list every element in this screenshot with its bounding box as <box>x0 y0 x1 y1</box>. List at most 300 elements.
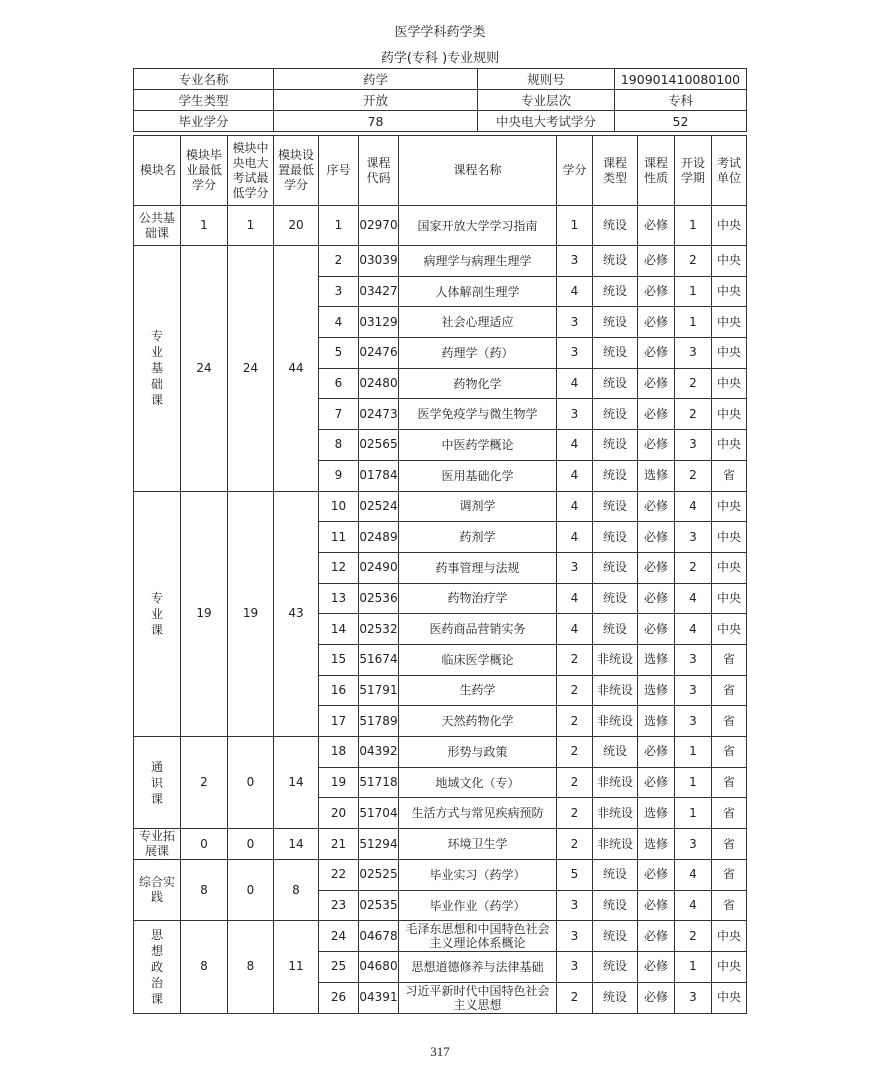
course-unit: 省 <box>712 675 747 706</box>
major-info-table <box>133 68 747 132</box>
course-seq: 26 <box>319 982 359 1013</box>
course-nature: 必修 <box>638 860 675 891</box>
course-unit: 中央 <box>712 399 747 430</box>
course-code: 01784 <box>359 460 399 491</box>
course-code: 03039 <box>359 246 399 277</box>
course-nature: 必修 <box>638 246 675 277</box>
course-type: 统设 <box>593 552 638 583</box>
course-name-text: 药物治疗学 <box>447 591 508 606</box>
header-label: 开设学期 <box>681 155 706 185</box>
course-unit: 中央 <box>712 206 747 246</box>
module-name <box>134 491 181 737</box>
course-type: 统设 <box>593 614 638 645</box>
header-module-min-central <box>228 136 274 206</box>
module-min-set: 8 <box>274 860 319 921</box>
header-label: 学分 <box>562 163 587 177</box>
course-type: 非统设 <box>593 675 638 706</box>
course-name-text: 药物化学 <box>453 376 502 391</box>
course-unit: 省 <box>712 767 747 798</box>
course-type: 统设 <box>593 430 638 461</box>
header-label: 课程性质 <box>644 155 669 185</box>
course-unit: 中央 <box>712 368 747 399</box>
course-nature: 选修 <box>638 829 675 860</box>
module-min-set: 14 <box>274 829 319 860</box>
course-name-text: 社会心理适应 <box>441 315 514 330</box>
course-code: 04678 <box>359 921 399 952</box>
module-min-central: 0 <box>228 737 274 829</box>
module-min-grad: 24 <box>181 246 228 492</box>
course-term: 2 <box>675 552 712 583</box>
course-seq: 22 <box>319 860 359 891</box>
course-nature: 必修 <box>638 982 675 1013</box>
course-type: 统设 <box>593 860 638 891</box>
course-name <box>399 798 557 829</box>
course-seq: 24 <box>319 921 359 952</box>
info-row-credits <box>134 111 747 132</box>
document-subtitle: 药学(专科 )专业规则 <box>380 51 500 66</box>
course-name <box>399 368 557 399</box>
course-unit: 中央 <box>712 276 747 307</box>
module-min-central: 0 <box>228 829 274 860</box>
course-credits: 3 <box>557 890 593 921</box>
course-type: 非统设 <box>593 706 638 737</box>
course-credits: 4 <box>557 614 593 645</box>
header-type <box>593 136 638 206</box>
course-code: 02532 <box>359 614 399 645</box>
course-row <box>134 860 747 891</box>
course-type: 统设 <box>593 307 638 338</box>
course-name-text: 临床医学概论 <box>441 652 514 667</box>
course-term: 4 <box>675 491 712 522</box>
course-seq: 18 <box>319 737 359 768</box>
course-name-text: 生活方式与常见疾病预防 <box>411 806 544 821</box>
course-credits: 3 <box>557 921 593 952</box>
course-term: 1 <box>675 307 712 338</box>
course-unit: 省 <box>712 737 747 768</box>
course-credits: 4 <box>557 491 593 522</box>
student-type-value: 开放 <box>274 90 478 111</box>
info-row-type <box>134 90 747 111</box>
course-type: 统设 <box>593 491 638 522</box>
course-name <box>399 767 557 798</box>
course-name-text: 中医药学概论 <box>441 437 514 452</box>
course-unit: 中央 <box>712 952 747 983</box>
course-code: 51789 <box>359 706 399 737</box>
course-seq: 2 <box>319 246 359 277</box>
course-nature: 必修 <box>638 368 675 399</box>
course-name-text: 医药商品营销实务 <box>429 622 526 637</box>
header-label: 模块名 <box>139 163 176 177</box>
module-min-grad: 19 <box>181 491 228 737</box>
module-name <box>134 921 181 1013</box>
header-label: 课程代码 <box>366 155 391 185</box>
course-name <box>399 338 557 369</box>
course-type: 非统设 <box>593 798 638 829</box>
course-type: 统设 <box>593 246 638 277</box>
level-label: 专业层次 <box>478 90 615 111</box>
course-code: 04680 <box>359 952 399 983</box>
course-name <box>399 522 557 553</box>
course-code: 02476 <box>359 338 399 369</box>
course-name-text: 药事管理与法规 <box>435 560 520 575</box>
course-code: 02480 <box>359 368 399 399</box>
course-type: 统设 <box>593 368 638 399</box>
header-name <box>399 136 557 206</box>
header-label: 模块中央电大考试最低学分 <box>232 140 269 200</box>
course-name <box>399 276 557 307</box>
course-nature: 选修 <box>638 706 675 737</box>
course-code: 02473 <box>359 399 399 430</box>
course-name-text: 习近平新时代中国特色社会主义思想 <box>405 983 550 1012</box>
course-nature: 必修 <box>638 491 675 522</box>
header-label: 模块毕业最低学分 <box>186 148 223 192</box>
course-seq: 19 <box>319 767 359 798</box>
module-min-grad: 2 <box>181 737 228 829</box>
module-min-set: 14 <box>274 737 319 829</box>
course-nature: 必修 <box>638 399 675 430</box>
course-code: 02970 <box>359 206 399 246</box>
course-seq: 6 <box>319 368 359 399</box>
course-nature: 必修 <box>638 583 675 614</box>
course-seq: 23 <box>319 890 359 921</box>
course-credits: 3 <box>557 338 593 369</box>
course-name <box>399 460 557 491</box>
course-name <box>399 430 557 461</box>
course-unit: 省 <box>712 706 747 737</box>
course-name <box>399 246 557 277</box>
course-unit: 省 <box>712 829 747 860</box>
course-name-text: 病理学与病理生理学 <box>423 253 532 268</box>
course-credits: 2 <box>557 706 593 737</box>
course-name-text: 医用基础化学 <box>441 468 514 483</box>
course-credits: 4 <box>557 430 593 461</box>
course-nature: 必修 <box>638 737 675 768</box>
header-seq <box>319 136 359 206</box>
course-credits: 2 <box>557 829 593 860</box>
course-type: 非统设 <box>593 644 638 675</box>
course-term: 3 <box>675 829 712 860</box>
course-seq: 11 <box>319 522 359 553</box>
course-nature: 选修 <box>638 460 675 491</box>
course-seq: 13 <box>319 583 359 614</box>
course-name-text: 环境卫生学 <box>447 837 508 852</box>
header-code <box>359 136 399 206</box>
course-term: 1 <box>675 798 712 829</box>
module-min-set: 43 <box>274 491 319 737</box>
course-credits: 4 <box>557 460 593 491</box>
course-nature: 必修 <box>638 430 675 461</box>
course-nature: 必修 <box>638 338 675 369</box>
course-name <box>399 614 557 645</box>
course-nature: 必修 <box>638 276 675 307</box>
course-seq: 25 <box>319 952 359 983</box>
course-type: 统设 <box>593 890 638 921</box>
course-credits: 3 <box>557 399 593 430</box>
module-min-grad: 8 <box>181 921 228 1013</box>
rule-no-label: 规则号 <box>478 69 615 90</box>
module-min-grad: 8 <box>181 860 228 921</box>
course-name <box>399 921 557 952</box>
module-min-central: 8 <box>228 921 274 1013</box>
module-min-central: 19 <box>228 491 274 737</box>
course-seq: 12 <box>319 552 359 583</box>
course-term: 1 <box>675 737 712 768</box>
course-code: 51718 <box>359 767 399 798</box>
course-name-text: 生药学 <box>459 683 496 698</box>
course-term: 2 <box>675 246 712 277</box>
course-name <box>399 307 557 338</box>
course-type: 统设 <box>593 921 638 952</box>
course-nature: 必修 <box>638 522 675 553</box>
module-name-text: 公共基础课 <box>139 210 176 240</box>
course-row <box>134 829 747 860</box>
course-credits: 2 <box>557 737 593 768</box>
course-credits: 4 <box>557 583 593 614</box>
course-code: 02535 <box>359 890 399 921</box>
course-unit: 中央 <box>712 430 747 461</box>
course-credits: 4 <box>557 368 593 399</box>
course-credits: 2 <box>557 767 593 798</box>
course-name <box>399 952 557 983</box>
course-name-text: 毛泽东思想和中国特色社会主义理论体系概论 <box>405 922 550 951</box>
course-type: 统设 <box>593 737 638 768</box>
course-term: 3 <box>675 706 712 737</box>
course-term: 4 <box>675 583 712 614</box>
course-seq: 9 <box>319 460 359 491</box>
course-term: 4 <box>675 614 712 645</box>
course-unit: 中央 <box>712 583 747 614</box>
course-name-text: 思想道德修养与法律基础 <box>411 959 544 974</box>
course-unit: 省 <box>712 644 747 675</box>
course-name <box>399 706 557 737</box>
course-name-text: 形势与政策 <box>447 744 508 759</box>
course-unit: 中央 <box>712 307 747 338</box>
course-name-text: 国家开放大学学习指南 <box>417 218 538 233</box>
module-name-text: 综合实践 <box>139 875 176 905</box>
module-name-text: 思想政治课 <box>151 927 164 1006</box>
module-name <box>134 246 181 492</box>
course-seq: 4 <box>319 307 359 338</box>
central-exam-credits-label: 中央电大考试学分 <box>478 111 615 132</box>
level-value: 专科 <box>615 90 747 111</box>
course-seq: 1 <box>319 206 359 246</box>
course-nature: 必修 <box>638 890 675 921</box>
course-term: 2 <box>675 368 712 399</box>
course-nature: 选修 <box>638 798 675 829</box>
course-nature: 选修 <box>638 644 675 675</box>
module-min-set: 20 <box>274 206 319 246</box>
header-label: 模块设置最低学分 <box>278 148 315 192</box>
course-term: 1 <box>675 767 712 798</box>
course-unit: 省 <box>712 460 747 491</box>
course-name-text: 医学免疫学与微生物学 <box>417 407 538 422</box>
course-name-text: 天然药物化学 <box>441 714 514 729</box>
course-nature: 必修 <box>638 921 675 952</box>
course-code: 02536 <box>359 583 399 614</box>
course-nature: 必修 <box>638 767 675 798</box>
module-name <box>134 737 181 829</box>
course-seq: 3 <box>319 276 359 307</box>
course-term: 1 <box>675 206 712 246</box>
course-seq: 16 <box>319 675 359 706</box>
course-table <box>133 135 747 1014</box>
course-credits: 3 <box>557 552 593 583</box>
course-nature: 选修 <box>638 675 675 706</box>
grad-credits-label: 毕业学分 <box>134 111 274 132</box>
course-row <box>134 246 747 277</box>
course-row <box>134 737 747 768</box>
course-term: 2 <box>675 460 712 491</box>
course-unit: 中央 <box>712 246 747 277</box>
course-name <box>399 737 557 768</box>
course-credits: 1 <box>557 206 593 246</box>
course-seq: 14 <box>319 614 359 645</box>
header-credits <box>557 136 593 206</box>
document-title: 医学学科药学类 <box>394 25 486 40</box>
course-name <box>399 860 557 891</box>
module-name-text: 专业拓展课 <box>139 829 176 859</box>
course-name <box>399 982 557 1013</box>
course-unit: 中央 <box>712 614 747 645</box>
course-code: 03129 <box>359 307 399 338</box>
course-row <box>134 206 747 246</box>
course-code: 04392 <box>359 737 399 768</box>
header-label: 考试单位 <box>717 155 742 185</box>
course-name <box>399 399 557 430</box>
student-type-label: 学生类型 <box>134 90 274 111</box>
course-unit: 省 <box>712 798 747 829</box>
course-type: 非统设 <box>593 829 638 860</box>
course-term: 3 <box>675 338 712 369</box>
course-code: 04391 <box>359 982 399 1013</box>
course-unit: 中央 <box>712 552 747 583</box>
course-name-text: 毕业实习（药学） <box>429 867 526 882</box>
course-seq: 10 <box>319 491 359 522</box>
course-code: 51791 <box>359 675 399 706</box>
course-nature: 必修 <box>638 206 675 246</box>
module-name <box>134 206 181 246</box>
header-module-min-set <box>274 136 319 206</box>
course-code: 51674 <box>359 644 399 675</box>
course-nature: 必修 <box>638 307 675 338</box>
header-label: 课程类型 <box>603 155 628 185</box>
course-name <box>399 829 557 860</box>
module-min-set: 44 <box>274 246 319 492</box>
course-type: 统设 <box>593 460 638 491</box>
course-credits: 2 <box>557 675 593 706</box>
course-code: 51294 <box>359 829 399 860</box>
module-name <box>134 829 181 860</box>
major-name-label: 专业名称 <box>134 69 274 90</box>
course-name <box>399 491 557 522</box>
module-min-central: 0 <box>228 860 274 921</box>
course-type: 统设 <box>593 276 638 307</box>
course-name <box>399 552 557 583</box>
course-term: 3 <box>675 982 712 1013</box>
course-unit: 中央 <box>712 491 747 522</box>
course-code: 02489 <box>359 522 399 553</box>
course-type: 统设 <box>593 982 638 1013</box>
course-credits: 3 <box>557 246 593 277</box>
course-name <box>399 206 557 246</box>
header-label: 序号 <box>326 163 351 177</box>
grad-credits-value: 78 <box>274 111 478 132</box>
course-nature: 必修 <box>638 552 675 583</box>
course-credits: 3 <box>557 952 593 983</box>
course-credits: 3 <box>557 307 593 338</box>
course-term: 3 <box>675 522 712 553</box>
course-code: 03427 <box>359 276 399 307</box>
header-nature <box>638 136 675 206</box>
header-module-min-grad <box>181 136 228 206</box>
course-name <box>399 644 557 675</box>
course-credits: 4 <box>557 276 593 307</box>
course-term: 2 <box>675 921 712 952</box>
course-seq: 20 <box>319 798 359 829</box>
module-name-text: 专业课 <box>151 590 164 637</box>
course-credits: 4 <box>557 522 593 553</box>
course-code: 02490 <box>359 552 399 583</box>
major-name-value: 药学 <box>274 69 478 90</box>
course-nature: 必修 <box>638 952 675 983</box>
course-type: 统设 <box>593 522 638 553</box>
rule-no-value: 190901410080100 <box>615 69 747 90</box>
course-code: 51704 <box>359 798 399 829</box>
course-name-text: 人体解剖生理学 <box>435 284 520 299</box>
course-type: 统设 <box>593 583 638 614</box>
course-term: 1 <box>675 952 712 983</box>
course-type: 统设 <box>593 338 638 369</box>
course-credits: 5 <box>557 860 593 891</box>
course-term: 2 <box>675 399 712 430</box>
header-term <box>675 136 712 206</box>
course-term: 3 <box>675 430 712 461</box>
course-term: 3 <box>675 644 712 675</box>
course-term: 3 <box>675 675 712 706</box>
course-seq: 15 <box>319 644 359 675</box>
course-credits: 2 <box>557 798 593 829</box>
info-row-major <box>134 69 747 90</box>
course-seq: 17 <box>319 706 359 737</box>
header-module <box>134 136 181 206</box>
course-type: 统设 <box>593 399 638 430</box>
module-min-grad: 0 <box>181 829 228 860</box>
module-name-text: 通识课 <box>151 759 164 806</box>
course-unit: 中央 <box>712 982 747 1013</box>
course-credits: 2 <box>557 982 593 1013</box>
course-seq: 7 <box>319 399 359 430</box>
course-name-text: 药理学（药） <box>441 345 514 360</box>
course-seq: 21 <box>319 829 359 860</box>
course-name-text: 毕业作业（药学） <box>429 898 526 913</box>
module-min-grad: 1 <box>181 206 228 246</box>
course-code: 02565 <box>359 430 399 461</box>
page-number: 317 <box>430 1044 450 1059</box>
course-name-text: 药剂学 <box>459 530 496 545</box>
course-term: 4 <box>675 890 712 921</box>
course-unit: 中央 <box>712 921 747 952</box>
course-seq: 5 <box>319 338 359 369</box>
course-name <box>399 675 557 706</box>
course-term: 1 <box>675 276 712 307</box>
course-name <box>399 583 557 614</box>
course-seq: 8 <box>319 430 359 461</box>
course-term: 4 <box>675 860 712 891</box>
course-name-text: 地域文化（专） <box>435 775 520 790</box>
course-code: 02525 <box>359 860 399 891</box>
course-type: 统设 <box>593 206 638 246</box>
course-unit: 中央 <box>712 338 747 369</box>
